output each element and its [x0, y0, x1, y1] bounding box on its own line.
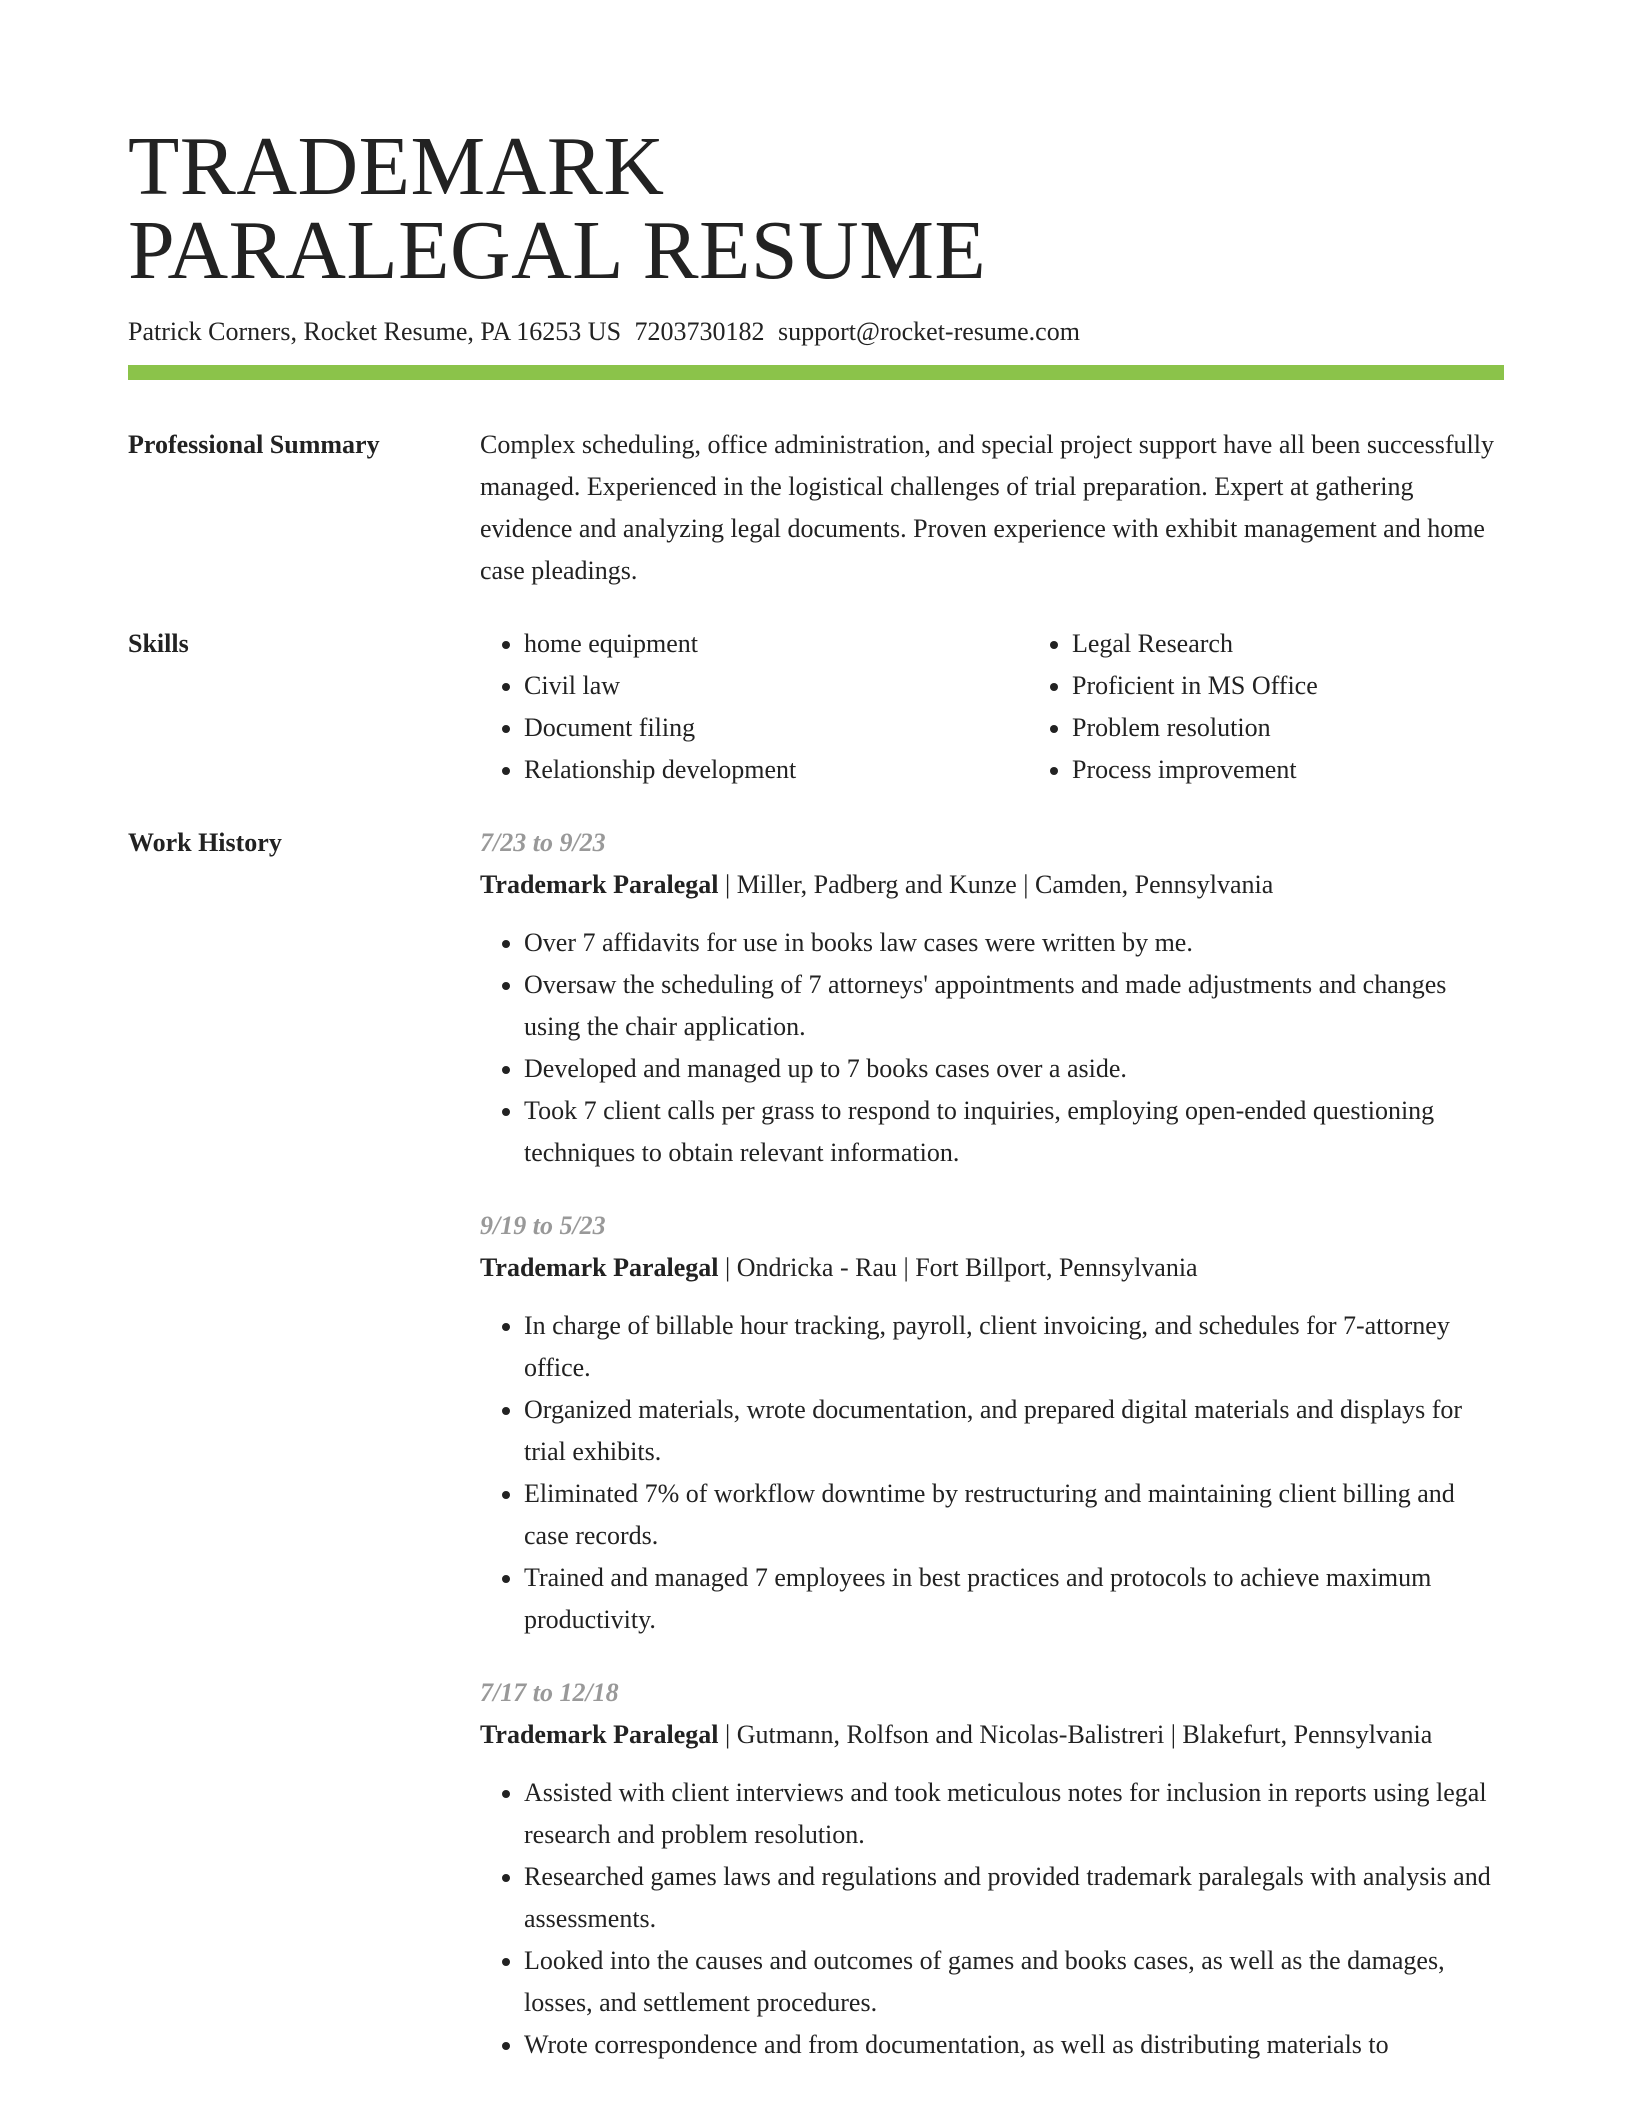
job-bullet: • Eliminated 7% of workflow downtime by restructuring and maintaining client billing and case records.: [524, 1473, 1504, 1557]
job-bullet: • Organized materials, wrote documentation, and prepared digital materials and displays for trial exhibits.: [524, 1389, 1504, 1473]
job-employer-location: | Gutmann, Rolfson and Nicolas-Balistreri | Blakefurt, Pennsylvania: [718, 1720, 1433, 1749]
section-label-summary: Professional Summary: [128, 430, 380, 459]
job-bullet: • Over 7 affidavits for use in books law cases were written by me.: [524, 922, 1504, 964]
job-dates: 7/17 to 12/18: [480, 1678, 619, 1707]
contact-address: Patrick Corners, Rocket Resume, PA 16253 US: [128, 317, 622, 346]
skill-item: • Legal Research: [1072, 623, 1576, 665]
job-heading: [480, 864, 1504, 906]
job-entry: [480, 1672, 1504, 2066]
job-dates: 9/19 to 5/23: [480, 1211, 606, 1240]
job-entry: [480, 822, 1504, 1174]
job-bullet: • Assisted with client interviews and took meticulous notes for inclusion in reports using legal research and problem resolution.: [524, 1772, 1504, 1856]
section-label-skills: Skills: [128, 629, 189, 658]
section-label-work: Work History: [128, 828, 282, 857]
summary-text: Complex scheduling, office administration, and special project support have all been successfully managed. Experienced in the logistical challenges of trial preparation. Expert at gathering evidence and analyzing legal documents. Proven experience with exhibit management and home case pleadings.: [480, 430, 1494, 585]
skill-item: • Problem resolution: [1072, 707, 1576, 749]
accent-divider: [128, 365, 1504, 380]
job-bullet: • Took 7 client calls per grass to respond to inquiries, employing open-ended questioning techniques to obtain relevant information.: [524, 1090, 1504, 1174]
job-dates: 7/23 to 9/23: [480, 828, 606, 857]
job-employer-location: | Miller, Padberg and Kunze | Camden, Pennsylvania: [718, 870, 1274, 899]
title-line-2: PARALEGAL RESUME: [128, 204, 987, 297]
job-bullet-list: [480, 1772, 1504, 2066]
skill-item: • Relationship development: [524, 749, 1028, 791]
title-line-1: TRADEMARK: [128, 120, 665, 213]
job-bullet: • Developed and managed up to 7 books cases over a aside.: [524, 1048, 1504, 1090]
contact-email: support@rocket-resume.com: [778, 317, 1080, 346]
job-bullet: • Researched games laws and regulations and provided trademark paralegals with analysis and assessments.: [524, 1856, 1504, 1940]
resume-page: [128, 120, 1504, 2097]
skill-item: • Proficient in MS Office: [1072, 665, 1576, 707]
job-bullet: • Trained and managed 7 employees in best practices and protocols to achieve maximum productivity.: [524, 1557, 1504, 1641]
job-title: Trademark Paralegal: [480, 870, 719, 899]
job-bullet: • Looked into the causes and outcomes of games and books cases, as well as the damages, losses, and settlement procedures.: [524, 1940, 1504, 2024]
skill-item: • Civil law: [524, 665, 1028, 707]
professional-summary-section: [128, 424, 1504, 592]
job-bullet: • In charge of billable hour tracking, payroll, client invoicing, and schedules for 7-attorney office.: [524, 1305, 1504, 1389]
job-heading: [480, 1247, 1504, 1289]
skills-list-right: [1028, 623, 1576, 791]
skill-item: • Process improvement: [1072, 749, 1576, 791]
job-title: Trademark Paralegal: [480, 1720, 719, 1749]
job-bullet: • Wrote correspondence and from documentation, as well as distributing materials to: [524, 2024, 1504, 2066]
contact-phone: 7203730182: [634, 317, 765, 346]
job-bullet-list: [480, 922, 1504, 1174]
work-history-section: [128, 822, 1504, 2097]
job-title: Trademark Paralegal: [480, 1253, 719, 1282]
skills-section: [128, 623, 1504, 791]
contact-line: [128, 315, 1504, 349]
skills-list-left: [480, 623, 1028, 791]
job-bullet: • Oversaw the scheduling of 7 attorneys' appointments and made adjustments and changes using the chair application.: [524, 964, 1504, 1048]
skills-columns: [480, 623, 1576, 791]
job-bullet-list: [480, 1305, 1504, 1641]
skill-item: • home equipment: [524, 623, 1028, 665]
job-employer-location: | Ondricka - Rau | Fort Billport, Pennsylvania: [718, 1253, 1198, 1282]
skill-item: • Document filing: [524, 707, 1028, 749]
job-heading: [480, 1714, 1504, 1756]
job-entry: [480, 1205, 1504, 1641]
resume-title: [128, 120, 1504, 297]
